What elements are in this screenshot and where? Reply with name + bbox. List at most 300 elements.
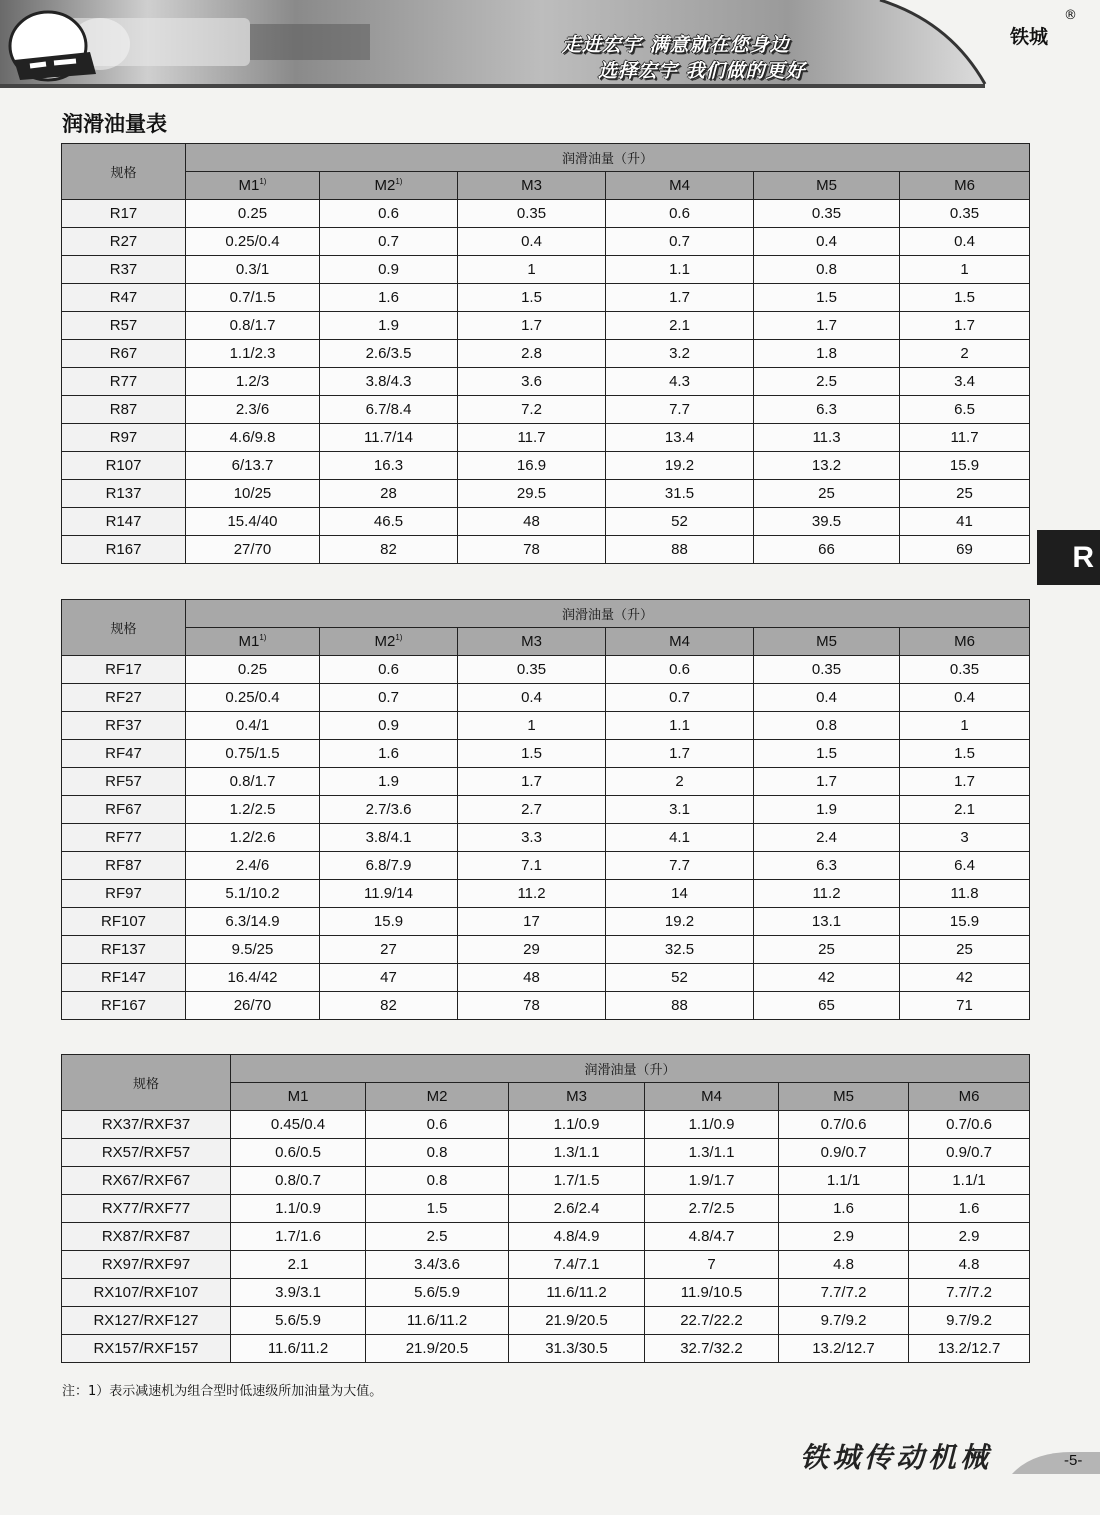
oil-volume-cell: 41 [900, 508, 1030, 536]
oil-volume-cell: 11.6/11.2 [231, 1335, 366, 1363]
column-header-m3: M3 [458, 172, 606, 200]
model-cell: RX127/RXF127 [62, 1307, 231, 1335]
oil-volume-cell: 29 [458, 936, 606, 964]
oil-volume-cell: 1.7 [458, 312, 606, 340]
header-banner [0, 0, 1100, 88]
model-cell: R137 [62, 480, 186, 508]
oil-volume-cell: 88 [606, 536, 754, 564]
oil-volume-cell: 0.35 [900, 200, 1030, 228]
oil-volume-cell: 0.9/0.7 [779, 1139, 909, 1167]
oil-volume-cell: 1.5 [900, 740, 1030, 768]
oil-volume-cell: 3.1 [606, 796, 754, 824]
oil-volume-cell: 16.9 [458, 452, 606, 480]
oil-volume-cell: 52 [606, 964, 754, 992]
oil-volume-cell: 0.35 [900, 656, 1030, 684]
column-header-m3: M3 [458, 628, 606, 656]
oil-volume-cell: 1.1/0.9 [231, 1195, 366, 1223]
oil-volume-cell: 1 [900, 256, 1030, 284]
oil-volume-cell: 2.6/2.4 [509, 1195, 645, 1223]
oil-volume-cell: 10/25 [186, 480, 320, 508]
oil-volume-cell: 1.5 [458, 740, 606, 768]
oil-volume-cell: 65 [754, 992, 900, 1020]
oil-volume-cell: 48 [458, 964, 606, 992]
oil-volume-cell: 7.1 [458, 852, 606, 880]
oil-volume-cell: 7.4/7.1 [509, 1251, 645, 1279]
column-header-m1: M1 [231, 1083, 366, 1111]
oil-volume-cell: 0.45/0.4 [231, 1111, 366, 1139]
oil-volume-cell: 26/70 [186, 992, 320, 1020]
oil-volume-cell: 0.7 [606, 228, 754, 256]
oil-volume-cell: 71 [900, 992, 1030, 1020]
oil-volume-cell: 19.2 [606, 452, 754, 480]
slogan-line-1: 走进宏宇 满意就在您身边 [562, 34, 790, 56]
table-row [62, 480, 1030, 508]
oil-volume-cell: 1.2/2.5 [186, 796, 320, 824]
oil-volume-cell: 82 [320, 992, 458, 1020]
model-cell: RF107 [62, 908, 186, 936]
table-row [62, 508, 1030, 536]
oil-volume-cell: 2.7/3.6 [320, 796, 458, 824]
model-cell: R107 [62, 452, 186, 480]
oil-volume-cell: 6.8/7.9 [320, 852, 458, 880]
oil-volume-cell: 1.5 [754, 740, 900, 768]
table-row [62, 684, 1030, 712]
oil-volume-cell: 1.7 [900, 312, 1030, 340]
oil-volume-cell: 0.35 [458, 200, 606, 228]
oil-volume-cell: 1.7 [754, 312, 900, 340]
oil-volume-cell: 1.1/2.3 [186, 340, 320, 368]
oil-volume-cell: 6.5 [900, 396, 1030, 424]
oil-volume-cell: 1.2/2.6 [186, 824, 320, 852]
oil-volume-cell: 1.9 [320, 312, 458, 340]
oil-volume-cell: 0.8 [754, 256, 900, 284]
oil-volume-cell: 0.4 [900, 228, 1030, 256]
model-cell: RF37 [62, 712, 186, 740]
oil-volume-cell: 0.25 [186, 200, 320, 228]
table-row [62, 852, 1030, 880]
oil-volume-header: 润滑油量（升） [186, 144, 1030, 172]
model-cell: RF27 [62, 684, 186, 712]
model-cell: RX57/RXF57 [62, 1139, 231, 1167]
oil-volume-cell: 0.6 [320, 200, 458, 228]
model-cell: RF167 [62, 992, 186, 1020]
column-header-m5: M5 [754, 628, 900, 656]
table-row [62, 656, 1030, 684]
registered-mark: ® [1064, 8, 1077, 23]
oil-volume-cell: 2 [900, 340, 1030, 368]
oil-volume-cell: 1.9/1.7 [645, 1167, 779, 1195]
column-header-m4: M4 [606, 628, 754, 656]
oil-volume-cell: 1 [900, 712, 1030, 740]
table-row [62, 936, 1030, 964]
table-row [62, 964, 1030, 992]
model-cell: RX87/RXF87 [62, 1223, 231, 1251]
table-row [62, 424, 1030, 452]
oil-volume-cell: 9.7/9.2 [909, 1307, 1030, 1335]
oil-volume-cell: 0.25 [186, 656, 320, 684]
page-number: -5- [1064, 1452, 1083, 1469]
oil-volume-cell: 0.6 [366, 1111, 509, 1139]
oil-volume-cell: 78 [458, 992, 606, 1020]
oil-volume-cell: 1.7/1.6 [231, 1223, 366, 1251]
column-header-m6: M6 [909, 1083, 1030, 1111]
oil-volume-cell: 4.1 [606, 824, 754, 852]
oil-volume-cell: 15.9 [900, 452, 1030, 480]
oil-volume-cell: 31.3/30.5 [509, 1335, 645, 1363]
table-row [62, 284, 1030, 312]
column-header-m3: M3 [509, 1083, 645, 1111]
oil-volume-cell: 0.75/1.5 [186, 740, 320, 768]
column-header-m2: M2$^{1)}$ [320, 628, 458, 656]
oil-volume-cell: 2.3/6 [186, 396, 320, 424]
oil-volume-cell: 52 [606, 508, 754, 536]
model-cell: R147 [62, 508, 186, 536]
oil-volume-cell: 13.4 [606, 424, 754, 452]
oil-volume-cell: 32.7/32.2 [645, 1335, 779, 1363]
oil-volume-cell: 11.8 [900, 880, 1030, 908]
oil-volume-cell: 4.8 [909, 1251, 1030, 1279]
oil-volume-cell: 1.9 [754, 796, 900, 824]
oil-volume-cell: 2.7 [458, 796, 606, 824]
oil-volume-cell: 32.5 [606, 936, 754, 964]
oil-volume-cell: 11.7 [900, 424, 1030, 452]
oil-volume-cell: 0.6 [320, 656, 458, 684]
oil-volume-cell: 5.6/5.9 [231, 1307, 366, 1335]
oil-volume-cell: 82 [320, 536, 458, 564]
oil-volume-cell: 2.5 [754, 368, 900, 396]
oil-volume-cell: 2.9 [909, 1223, 1030, 1251]
oil-volume-cell: 11.3 [754, 424, 900, 452]
table-row [62, 1195, 1030, 1223]
oil-volume-cell: 3.3 [458, 824, 606, 852]
oil-volume-cell: 25 [900, 480, 1030, 508]
oil-volume-cell: 3.4/3.6 [366, 1251, 509, 1279]
oil-volume-cell: 2.5 [366, 1223, 509, 1251]
footnote-marker: 1) [259, 177, 267, 186]
oil-volume-cell: 2.7/2.5 [645, 1195, 779, 1223]
spec-header: 规格 [62, 1055, 231, 1111]
table-row [62, 368, 1030, 396]
model-cell: R97 [62, 424, 186, 452]
model-cell: RX157/RXF157 [62, 1335, 231, 1363]
oil-volume-cell: 7.7/7.2 [909, 1279, 1030, 1307]
model-cell: R17 [62, 200, 186, 228]
oil-volume-cell: 1.5 [458, 284, 606, 312]
oil-volume-cell: 14 [606, 880, 754, 908]
oil-volume-cell: 3.8/4.3 [320, 368, 458, 396]
table-row [62, 536, 1030, 564]
table-row [62, 1307, 1030, 1335]
column-header-m6: M6 [900, 628, 1030, 656]
column-header-m4: M4 [606, 172, 754, 200]
oil-volume-cell: 25 [754, 480, 900, 508]
oil-volume-cell: 7.7 [606, 852, 754, 880]
oil-volume-cell: 1.5 [366, 1195, 509, 1223]
oil-volume-cell: 1.5 [754, 284, 900, 312]
oil-volume-cell: 4.8/4.9 [509, 1223, 645, 1251]
oil-volume-cell: 9.7/9.2 [779, 1307, 909, 1335]
oil-volume-header: 润滑油量（升） [231, 1055, 1030, 1083]
oil-volume-cell: 28 [320, 480, 458, 508]
oil-volume-cell: 3 [900, 824, 1030, 852]
model-cell: R167 [62, 536, 186, 564]
model-cell: R37 [62, 256, 186, 284]
oil-volume-cell: 0.35 [458, 656, 606, 684]
oil-volume-cell: 0.6/0.5 [231, 1139, 366, 1167]
oil-volume-cell: 0.4 [900, 684, 1030, 712]
oil-volume-cell: 0.8 [754, 712, 900, 740]
oil-volume-cell: 31.5 [606, 480, 754, 508]
column-header-m2: M2 [366, 1083, 509, 1111]
oil-volume-cell: 0.4 [458, 228, 606, 256]
oil-volume-cell: 0.7 [320, 684, 458, 712]
model-cell: RX67/RXF67 [62, 1167, 231, 1195]
oil-volume-cell: 11.2 [754, 880, 900, 908]
oil-volume-cell: 1.7 [606, 284, 754, 312]
oil-volume-cell: 7 [645, 1251, 779, 1279]
oil-volume-cell: 39.5 [754, 508, 900, 536]
oil-volume-cell: 17 [458, 908, 606, 936]
oil-volume-cell: 2.6/3.5 [320, 340, 458, 368]
oil-volume-cell: 13.2/12.7 [779, 1335, 909, 1363]
table-row [62, 824, 1030, 852]
oil-volume-cell: 0.35 [754, 200, 900, 228]
oil-volume-cell: 1.2/3 [186, 368, 320, 396]
oil-volume-cell: 19.2 [606, 908, 754, 936]
oil-volume-cell: 1.5 [900, 284, 1030, 312]
oil-volume-cell: 0.7 [320, 228, 458, 256]
model-cell: RF17 [62, 656, 186, 684]
oil-volume-cell: 0.8/1.7 [186, 768, 320, 796]
oil-volume-cell: 2.9 [779, 1223, 909, 1251]
oil-volume-header: 润滑油量（升） [186, 600, 1030, 628]
oil-volume-cell: 2.1 [900, 796, 1030, 824]
oil-volume-cell: 1 [458, 712, 606, 740]
oil-volume-cell: 25 [900, 936, 1030, 964]
oil-volume-cell: 15.9 [900, 908, 1030, 936]
footnote-marker: 1) [259, 633, 267, 642]
table-row [62, 768, 1030, 796]
model-cell: R27 [62, 228, 186, 256]
oil-volume-cell: 0.7/0.6 [779, 1111, 909, 1139]
oil-volume-cell: 11.2 [458, 880, 606, 908]
table-row [62, 312, 1030, 340]
oil-volume-cell: 16.4/42 [186, 964, 320, 992]
model-cell: RF77 [62, 824, 186, 852]
footnote-marker: 1) [395, 177, 403, 186]
oil-volume-cell: 1.3/1.1 [645, 1139, 779, 1167]
model-cell: R57 [62, 312, 186, 340]
table-row [62, 200, 1030, 228]
footer-brand: 铁城传动机械 [800, 1441, 993, 1474]
oil-volume-cell: 13.2/12.7 [909, 1335, 1030, 1363]
table-row [62, 796, 1030, 824]
oil-volume-cell: 11.6/11.2 [509, 1279, 645, 1307]
oil-volume-cell: 1.1/0.9 [509, 1111, 645, 1139]
oil-volume-cell: 1.7 [754, 768, 900, 796]
oil-volume-cell: 0.8 [366, 1139, 509, 1167]
oil-volume-cell: 0.6 [606, 656, 754, 684]
oil-volume-cell: 1.1/1 [779, 1167, 909, 1195]
oil-volume-cell: 25 [754, 936, 900, 964]
oil-volume-cell: 1.7 [458, 768, 606, 796]
section-tab-r: R [1037, 530, 1100, 585]
table-row [62, 256, 1030, 284]
page-title: 润滑油量表 [62, 112, 167, 136]
oil-volume-cell: 0.25/0.4 [186, 684, 320, 712]
oil-volume-cell: 2.1 [606, 312, 754, 340]
oil-volume-cell: 0.8/1.7 [186, 312, 320, 340]
table-row [62, 1223, 1030, 1251]
oil-volume-cell: 42 [754, 964, 900, 992]
oil-volume-cell: 0.6 [606, 200, 754, 228]
footnote: 注：1）表示减速机为组合型时低速级所加油量为大值。 [62, 1384, 383, 1399]
oil-volume-cell: 29.5 [458, 480, 606, 508]
oil-volume-cell: 48 [458, 508, 606, 536]
banner-graphic [0, 0, 1100, 88]
oil-volume-cell: 1 [458, 256, 606, 284]
oil-volume-cell: 27/70 [186, 536, 320, 564]
oil-volume-cell: 11.7 [458, 424, 606, 452]
oil-volume-cell: 78 [458, 536, 606, 564]
lubrication-table-r [61, 143, 1030, 564]
oil-volume-cell: 88 [606, 992, 754, 1020]
oil-volume-cell: 0.7/0.6 [909, 1111, 1030, 1139]
column-header-m6: M6 [900, 172, 1030, 200]
model-cell: RF87 [62, 852, 186, 880]
oil-volume-cell: 0.7 [606, 684, 754, 712]
oil-volume-cell: 2.4/6 [186, 852, 320, 880]
logo-text: 铁城 [1010, 26, 1049, 48]
oil-volume-cell: 0.25/0.4 [186, 228, 320, 256]
oil-volume-cell: 13.1 [754, 908, 900, 936]
oil-volume-cell: 1.1/1 [909, 1167, 1030, 1195]
spec-header: 规格 [62, 600, 186, 656]
oil-volume-cell: 0.8/0.7 [231, 1167, 366, 1195]
model-cell: RX107/RXF107 [62, 1279, 231, 1307]
oil-volume-cell: 21.9/20.5 [509, 1307, 645, 1335]
table-row [62, 1279, 1030, 1307]
model-cell: RX37/RXF37 [62, 1111, 231, 1139]
lubrication-table-rf [61, 599, 1030, 1020]
oil-volume-cell: 5.1/10.2 [186, 880, 320, 908]
oil-volume-cell: 3.6 [458, 368, 606, 396]
oil-volume-cell: 69 [900, 536, 1030, 564]
oil-volume-cell: 21.9/20.5 [366, 1335, 509, 1363]
oil-volume-cell: 1.7/1.5 [509, 1167, 645, 1195]
oil-volume-cell: 1.6 [909, 1195, 1030, 1223]
oil-volume-cell: 0.7/1.5 [186, 284, 320, 312]
oil-volume-cell: 0.4 [754, 684, 900, 712]
table-row [62, 712, 1030, 740]
oil-volume-cell: 6.7/8.4 [320, 396, 458, 424]
model-cell: R77 [62, 368, 186, 396]
oil-volume-cell: 1.6 [320, 284, 458, 312]
model-cell: RF67 [62, 796, 186, 824]
column-header-m2: M2$^{1)}$ [320, 172, 458, 200]
oil-volume-cell: 6.3/14.9 [186, 908, 320, 936]
model-cell: RX77/RXF77 [62, 1195, 231, 1223]
oil-volume-cell: 2.4 [754, 824, 900, 852]
oil-volume-cell: 1.6 [779, 1195, 909, 1223]
oil-volume-cell: 3.9/3.1 [231, 1279, 366, 1307]
oil-volume-cell: 15.9 [320, 908, 458, 936]
column-header-m1: M1$^{1)}$ [186, 172, 320, 200]
column-header-m1: M1$^{1)}$ [186, 628, 320, 656]
oil-volume-cell: 47 [320, 964, 458, 992]
oil-volume-cell: 0.4 [754, 228, 900, 256]
slogan-line-2: 选择宏宇 我们做的更好 [598, 60, 806, 82]
oil-volume-cell: 4.8 [779, 1251, 909, 1279]
oil-volume-cell: 1.9 [320, 768, 458, 796]
table-row [62, 1167, 1030, 1195]
oil-volume-cell: 46.5 [320, 508, 458, 536]
oil-volume-cell: 3.8/4.1 [320, 824, 458, 852]
oil-volume-cell: 15.4/40 [186, 508, 320, 536]
oil-volume-cell: 0.9 [320, 256, 458, 284]
table-row [62, 908, 1030, 936]
table-row [62, 340, 1030, 368]
oil-volume-cell: 11.7/14 [320, 424, 458, 452]
oil-volume-cell: 7.2 [458, 396, 606, 424]
table-row [62, 1139, 1030, 1167]
column-header-m4: M4 [645, 1083, 779, 1111]
oil-volume-cell: 4.3 [606, 368, 754, 396]
model-cell: R67 [62, 340, 186, 368]
oil-volume-cell: 11.6/11.2 [366, 1307, 509, 1335]
oil-volume-cell: 11.9/10.5 [645, 1279, 779, 1307]
oil-volume-cell: 1.1 [606, 712, 754, 740]
page-number-tab [1012, 1450, 1100, 1476]
model-cell: RF147 [62, 964, 186, 992]
table-row [62, 1335, 1030, 1363]
oil-volume-cell: 0.4/1 [186, 712, 320, 740]
oil-volume-cell: 1.7 [900, 768, 1030, 796]
model-cell: R87 [62, 396, 186, 424]
oil-volume-cell: 42 [900, 964, 1030, 992]
table-row [62, 740, 1030, 768]
oil-volume-cell: 1.1 [606, 256, 754, 284]
oil-volume-cell: 66 [754, 536, 900, 564]
company-logo-icon [0, 0, 104, 84]
model-cell: R47 [62, 284, 186, 312]
lubrication-table-rx [61, 1054, 1030, 1363]
oil-volume-cell: 6.3 [754, 396, 900, 424]
oil-volume-cell: 1.8 [754, 340, 900, 368]
oil-volume-cell: 0.4 [458, 684, 606, 712]
oil-volume-cell: 6.3 [754, 852, 900, 880]
table-row [62, 1111, 1030, 1139]
oil-volume-cell: 2.8 [458, 340, 606, 368]
oil-volume-cell: 0.35 [754, 656, 900, 684]
oil-volume-cell: 2 [606, 768, 754, 796]
model-cell: RF57 [62, 768, 186, 796]
model-cell: RF47 [62, 740, 186, 768]
oil-volume-cell: 1.6 [320, 740, 458, 768]
oil-volume-cell: 4.8/4.7 [645, 1223, 779, 1251]
model-cell: RF137 [62, 936, 186, 964]
oil-volume-cell: 0.9 [320, 712, 458, 740]
table-row [62, 1251, 1030, 1279]
column-header-m5: M5 [779, 1083, 909, 1111]
spec-header: 规格 [62, 144, 186, 200]
model-cell: RF97 [62, 880, 186, 908]
oil-volume-cell: 16.3 [320, 452, 458, 480]
oil-volume-cell: 3.2 [606, 340, 754, 368]
oil-volume-cell: 7.7 [606, 396, 754, 424]
oil-volume-cell: 1.3/1.1 [509, 1139, 645, 1167]
oil-volume-cell: 2.1 [231, 1251, 366, 1279]
